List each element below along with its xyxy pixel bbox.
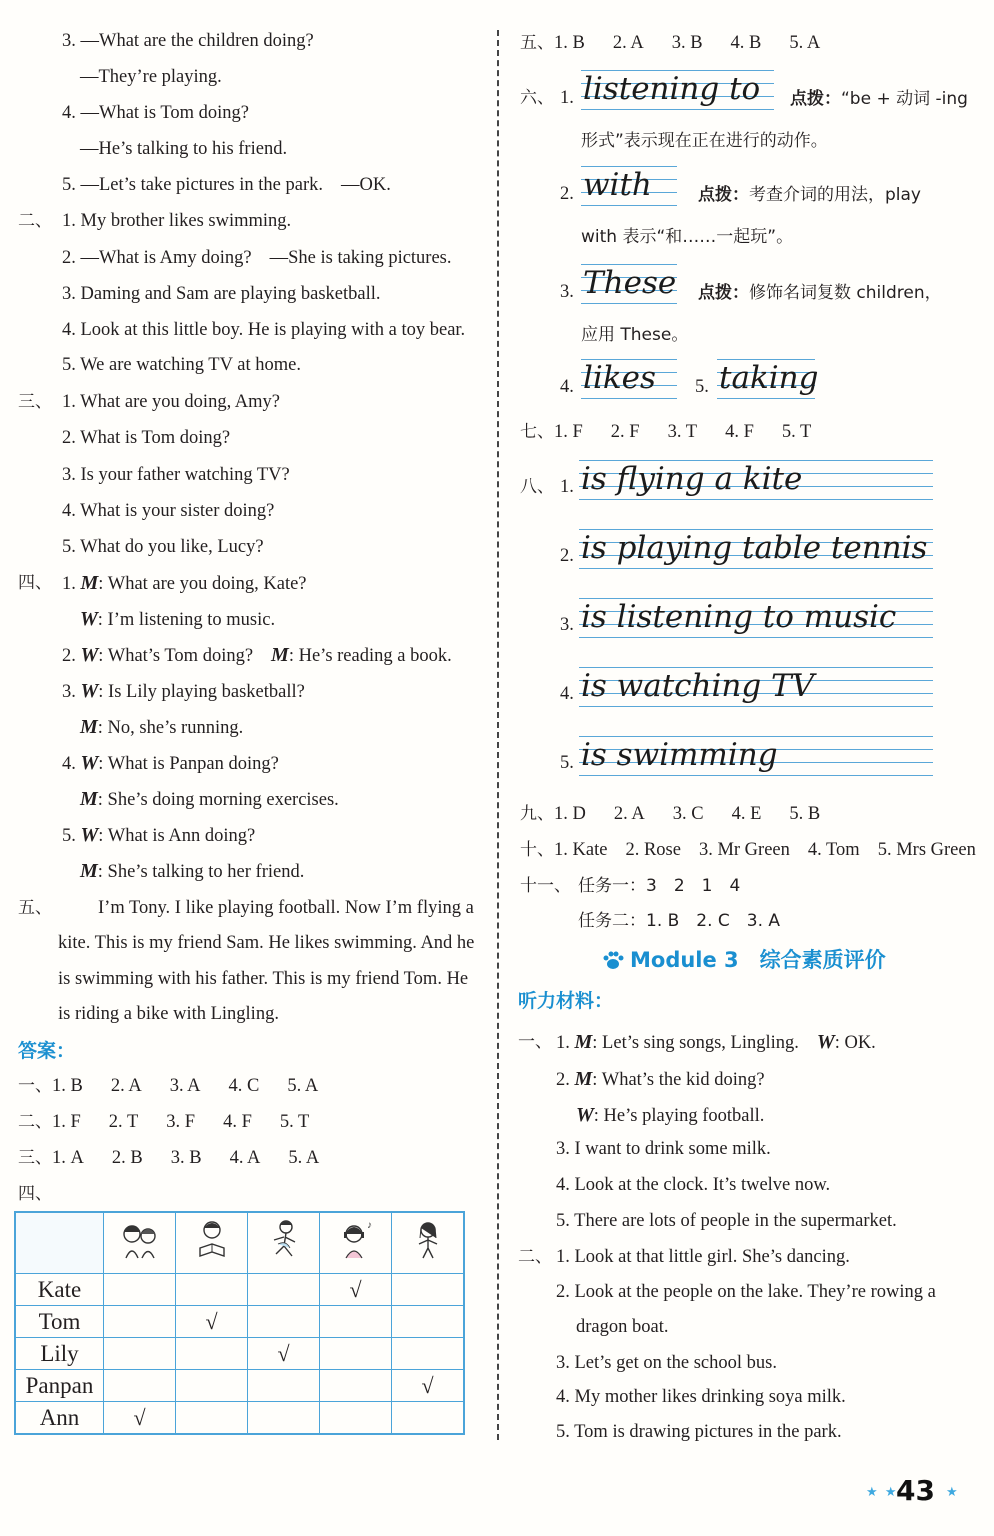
s4-line-6 [62,752,279,775]
table-row [15,1338,464,1370]
s1-line-5a: —OK. [340,175,391,195]
answer-item: 4. A [229,1148,261,1168]
table-header-cell [248,1212,320,1274]
answer-label-4: 四、 [18,1184,52,1204]
s4-text-3b: : He’s reading a book. [288,646,452,666]
s4-num-5: 5. [62,826,76,846]
speaker-m: M [80,572,99,594]
handwritten-text: is swimming [581,737,778,773]
table-name-cell: Tom [15,1306,104,1338]
table-row [15,1370,464,1402]
dialog-text: : He’s playing football. [593,1106,765,1126]
s4-line-2 [80,608,275,631]
answers-title: 答案： [18,1040,76,1062]
table-row [15,1402,464,1435]
r6-tip-2b: with 表示“和……一起玩”。 [581,227,794,247]
r8-num-1: 1. [560,477,574,497]
speaker-w: W [816,1031,835,1053]
r8-label: 八、 [520,477,554,497]
handwritten-text: with [583,167,652,203]
table-cell [392,1338,465,1370]
answer-item: 5. A [287,1076,319,1096]
s4-line-1 [62,572,307,595]
r7-label: 七、 [520,422,554,442]
answer-row-3 [18,1147,319,1169]
l2-label: 二、 [518,1247,552,1267]
handwritten-text: is watching TV [581,668,815,704]
answer-item: 5. T [279,1112,310,1132]
speaker-m: M [271,644,289,666]
passage-line-2: kite. This is my friend Sam. He likes swimming. And he [58,933,475,953]
answer-item: 4. C [228,1076,260,1096]
r10-label: 十、 [520,840,554,860]
table-name-cell: Kate [15,1274,104,1306]
l2-line-3: dragon boat. [576,1317,669,1337]
boy-reading-icon [192,1218,232,1262]
section-label-2: 二、 [18,211,52,231]
s1-line-5q: 5. —Let’s take pictures in the park. [62,175,323,195]
table-cell: √ [104,1402,176,1435]
passage-line-1: I’m Tony. I like playing football. Now I’m flying a [98,898,474,918]
answer-item: 2. A [110,1076,142,1096]
speaker-w: W [80,824,99,846]
table-row [15,1306,464,1338]
s4-line-9 [80,860,304,883]
s4-num-1: 1. [62,574,76,594]
r8-num-4: 4. [560,684,574,704]
table-cell [320,1338,392,1370]
s4-text-7: : She’s doing morning exercises. [97,790,339,810]
answer-item: 1. A [52,1148,84,1168]
answer-item: 2. F [610,422,640,442]
s2-line-2a: —She is taking pictures. [269,248,452,268]
table-header-cell [104,1212,176,1274]
listening-title: 听力材料： [518,990,614,1012]
handwritten-answer-1 [581,70,774,110]
s4-text-6: : What is Panpan doing? [98,754,279,774]
r6-tip-2 [698,184,921,206]
answer-item: 3. B [671,33,703,53]
speaker-m: M [574,1068,593,1090]
handwritten-answer-3 [581,264,677,304]
r6-tip-3 [698,282,942,304]
answer-item: 5. B [789,804,821,824]
answer-item: 5. A [789,33,821,53]
stars-decoration: ★ [946,1484,958,1499]
r9-label: 九、 [520,804,554,824]
table-header-cell [392,1212,465,1274]
answer-item: 1. D [554,804,586,824]
r9-row [520,803,820,825]
column-divider [497,30,499,1440]
handwritten-text: is listening to music [581,599,897,635]
table-cell [248,1306,320,1338]
answer-item: 4. F [725,422,754,442]
tip-text: 考查介词的用法，play [749,185,921,205]
r6-num-1: 1. [560,88,574,108]
table-corner [15,1212,104,1274]
answer-item: 2. B [111,1148,143,1168]
item-num: 1. [556,1033,570,1053]
l1-line-5: 4. Look at the clock. It’s twelve now. [556,1175,831,1195]
table-name-cell: Ann [15,1402,104,1435]
l1-line-3 [576,1104,764,1127]
table-cell [176,1338,248,1370]
s2-line-2q: 2. —What is Amy doing? [62,248,252,268]
s4-text-8: : What is Ann doing? [98,826,256,846]
table-header-row [15,1212,464,1274]
answer-table [14,1211,465,1435]
section-label-3: 三、 [18,392,52,412]
table-cell [392,1274,465,1306]
l1-label: 一、 [518,1032,552,1052]
l2-line-6: 5. Tom is drawing pictures in the park. [556,1422,842,1442]
answer-item: 4. B [730,33,762,53]
s2-line-4: 4. Look at this little boy. He is playing with a toy bear. [62,320,466,340]
speaker-w: W [576,1104,594,1126]
handwritten-answer-5 [717,359,819,399]
table-name-cell: Panpan [15,1370,104,1402]
speaker-w: W [80,644,99,666]
r7-row [520,421,811,443]
table-cell [320,1402,392,1435]
s4-line-3 [62,644,452,667]
speaker-m: M [80,860,98,882]
handwritten-sentence-5 [579,736,933,776]
r6-label: 六、 [520,88,554,108]
answer-item: 5. Mrs Green [877,840,976,860]
handwritten-text: listening to [583,71,761,107]
answer-item: 2. Rose [625,840,681,860]
section-label-5: 五、 [18,898,52,918]
table-cell [176,1370,248,1402]
handwritten-text: taking [719,360,819,396]
table-cell [104,1370,176,1402]
r5-row [520,32,820,54]
stars-decoration: ★ ★ [866,1484,899,1499]
r6-num-4: 4. [560,377,574,397]
s2-line-1: 1. My brother likes swimming. [62,211,292,231]
r6-num-5: 5. [695,377,709,397]
s1-line-4a: —He’s talking to his friend. [80,139,288,159]
table-cell [320,1306,392,1338]
passage-line-3: is swimming with his father. This is my friend Tom. He [58,969,469,989]
answer-item: 3. F [166,1112,196,1132]
answer-item: 4. F [223,1112,252,1132]
table-cell: √ [176,1306,248,1338]
table-row [15,1274,464,1306]
table-cell: √ [248,1338,320,1370]
s4-num-3: 3. [62,682,76,702]
r6-tip-1b: 形式”表示现在正在进行的动作。 [581,131,828,151]
table-name-cell: Lily [15,1338,104,1370]
handwritten-sentence-4 [579,667,933,707]
page-number: 43 [896,1474,935,1507]
s4-line-7 [80,788,339,811]
girl-listening-music-icon [336,1218,376,1262]
s4-num-4: 4. [62,754,76,774]
l1-line-6: 5. There are lots of people in the supermarket. [556,1211,897,1231]
s1-line-3a: —They’re playing. [80,67,222,87]
table-cell [104,1338,176,1370]
girl-exercising-icon [408,1218,448,1262]
l1-line-1 [556,1031,876,1054]
s2-line-5: 5. We are watching TV at home. [62,355,301,375]
table-cell [104,1274,176,1306]
s2-line-3: 3. Daming and Sam are playing basketball. [62,284,381,304]
answer-row-1 [18,1075,318,1097]
s4-line-8 [62,824,255,847]
answer-item: 4. Tom [807,840,860,860]
handwritten-sentence-2 [579,529,933,569]
s4-line-4 [62,680,305,703]
dialog-text: : OK. [834,1033,876,1053]
answer-item: 1. B [52,1076,83,1096]
handwritten-text: likes [583,360,656,396]
dialog-text: : What’s the kid doing? [592,1070,765,1090]
table-cell [392,1402,465,1435]
two-girls-talking-icon [120,1218,160,1262]
r11-label: 十一、 [520,876,571,896]
s2-line-2 [62,247,452,269]
answer-item: 2. A [612,33,644,53]
l1-line-4: 3. I want to drink some milk. [556,1139,771,1159]
handwritten-sentence-3 [579,598,933,638]
s1-line-5 [62,174,391,196]
dialog-text: : Let’s sing songs, Lingling. [592,1033,799,1053]
table-cell [248,1274,320,1306]
answer-item: 3. T [667,422,698,442]
passage-line-4: is riding a bike with Lingling. [58,1004,279,1024]
r8-num-2: 2. [560,546,574,566]
table-cell [248,1402,320,1435]
table-cell [104,1306,176,1338]
r10-row [520,839,976,861]
table-cell [392,1306,465,1338]
s4-text-5: : No, she’s running. [97,718,244,738]
s4-text-4: : Is Lily playing basketball? [98,682,305,702]
s3-line-2: 2. What is Tom doing? [62,428,231,448]
table-header-cell [176,1212,248,1274]
s4-text-9: : She’s talking to her friend. [97,862,305,882]
s1-line-4q: 4. —What is Tom doing? [62,103,249,123]
answer-item: 5. T [781,422,812,442]
table-cell [176,1402,248,1435]
l2-line-4: 3. Let’s get on the school bus. [556,1353,777,1373]
speaker-w: W [80,608,98,630]
answer-item: 1. B [554,33,585,53]
r6-tip-1 [790,88,968,110]
s3-line-1: 1. What are you doing, Amy? [62,392,281,412]
tip-text: 修饰名词复数 children， [749,283,942,303]
item-num: 2. [556,1070,570,1090]
l2-line-2: 2. Look at the people on the lake. They’re rowing a [556,1282,936,1302]
r6-num-3: 3. [560,282,574,302]
answer-item: 1. Kate [554,840,608,860]
answer-item: 3. C [672,804,704,824]
s3-line-4: 4. What is your sister doing? [62,501,275,521]
answer-label-1: 一、 [18,1076,52,1096]
svg-text:♪: ♪ [366,1220,372,1231]
speaker-m: M [574,1031,593,1053]
table-cell [176,1274,248,1306]
tip-label: 点拨： [698,283,749,303]
answer-item: 5. A [288,1148,320,1168]
tip-text: “be + 动词 -ing [841,89,968,109]
table-header-cell [320,1212,392,1274]
r11-task-1: 任务一：3 2 1 4 [578,876,741,896]
table-cell: √ [392,1370,465,1402]
tip-label: 点拨： [790,89,841,109]
r11-task-2: 任务二：1. B 2. C 3. A [578,911,781,931]
r5-label: 五、 [520,33,554,53]
s3-line-5: 5. What do you like, Lucy? [62,537,264,557]
module-title [602,944,886,974]
speaker-m: M [80,716,98,738]
table-cell: √ [320,1274,392,1306]
tip-label: 点拨： [698,185,749,205]
answer-item: 1. F [554,422,583,442]
answer-item: 2. A [613,804,645,824]
s4-line-5 [80,716,243,739]
r8-num-3: 3. [560,615,574,635]
speaker-w: W [80,680,99,702]
handwritten-text: These [583,265,677,301]
paw-icon [602,950,624,972]
l2-line-5: 4. My mother likes drinking soya milk. [556,1387,846,1407]
l1-line-2 [556,1068,765,1091]
answer-label-2: 二、 [18,1112,52,1132]
s4-text-2: : I’m listening to music. [97,610,276,630]
answer-item: 2. T [108,1112,139,1132]
table-cell [320,1370,392,1402]
handwritten-text: is playing table tennis [581,530,928,566]
module-title-text: Module 3 综合素质评价 [630,948,886,972]
handwritten-answer-2 [581,166,677,206]
answer-item: 3. A [169,1076,201,1096]
speaker-w: W [80,752,99,774]
handwritten-text: is flying a kite [581,461,803,497]
s4-num-2: 2. [62,646,76,666]
answer-item: 1. F [52,1112,81,1132]
r8-num-5: 5. [560,753,574,773]
handwritten-sentence-1 [579,460,933,500]
answer-item: 4. E [731,804,762,824]
s4-text-1: : What are you doing, Kate? [98,574,307,594]
l2-line-1: 1. Look at that little girl. She’s dancing. [556,1247,850,1267]
answer-item: 3. Mr Green [698,840,790,860]
handwritten-answer-4 [581,359,677,399]
s3-line-3: 3. Is your father watching TV? [62,465,290,485]
r6-tip-3b: 应用 These。 [581,325,689,345]
table-cell [248,1370,320,1402]
answer-item: 3. B [170,1148,202,1168]
s4-text-3: : What’s Tom doing? [98,646,254,666]
r6-num-2: 2. [560,184,574,204]
speaker-m: M [80,788,98,810]
girl-running-icon [264,1218,304,1262]
s1-line-3q: 3. —What are the children doing? [62,31,314,51]
section-label-4: 四、 [18,573,52,593]
answer-label-3: 三、 [18,1148,52,1168]
answer-row-2 [18,1111,309,1133]
